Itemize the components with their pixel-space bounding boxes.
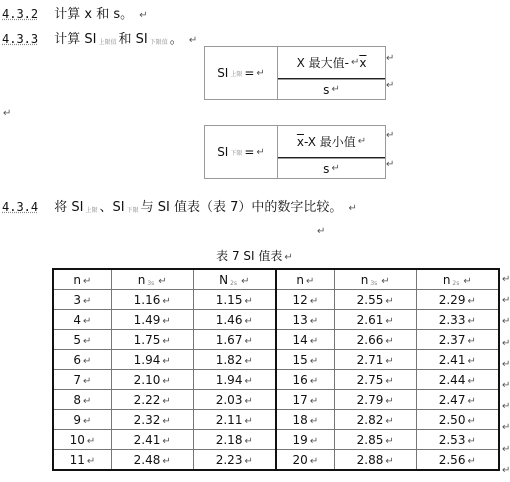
table-row — [53, 410, 499, 430]
section-number: 4.3.3 — [2, 32, 39, 46]
numerator-text: -X 最小值 — [303, 135, 356, 149]
subscript-lower-value: 下限值 — [149, 39, 168, 46]
paragraph-mark: ↵ — [331, 163, 340, 174]
table-cell: 4 ↵ — [53, 310, 111, 330]
paragraph-mark: ↵ — [502, 337, 510, 349]
paragraph-mark: ↵ — [502, 464, 510, 476]
paragraph-mark: ↵ — [502, 422, 510, 434]
table-row — [53, 430, 499, 450]
table-cell: 1.94 ↵ — [111, 350, 193, 370]
header-n2s: n 2s ↵ — [416, 269, 499, 290]
paragraph-mark: ↵ — [188, 35, 198, 46]
table-cell: 2.33 ↵ — [416, 310, 499, 330]
paragraph-mark: ↵ — [256, 67, 265, 79]
table-cell: 1.49 ↵ — [111, 310, 193, 330]
table-cell: 2.03 ↵ — [193, 390, 276, 410]
table-caption — [0, 247, 509, 264]
mean-symbol: $\overline{x}$ — [359, 55, 367, 70]
table-cell: 2.10 ↵ — [111, 370, 193, 390]
table-cell: 2.55 ↵ — [334, 290, 416, 310]
mean-symbol: $\overline{x}$ — [296, 134, 304, 149]
formula-lhs-subscript: 上限 — [230, 70, 243, 78]
paragraph-mark: ↵ — [502, 401, 510, 413]
section-4-3-3 — [2, 28, 197, 47]
formula-rhs — [278, 47, 385, 99]
section-text-part: 、SI — [99, 200, 125, 215]
paragraph-mark: ↵ — [502, 443, 510, 455]
table-row — [53, 310, 499, 330]
table-cell: 1.46 ↵ — [193, 310, 276, 330]
paragraph-mark: ↵ — [502, 380, 510, 391]
paragraph-mark: ↵ — [502, 295, 510, 307]
table-cell: 14 ↵ — [276, 330, 334, 350]
formula-lhs — [205, 47, 278, 99]
table-cell: 2.79 ↵ — [334, 390, 416, 410]
paragraph-mark: ↵ — [3, 108, 12, 119]
paragraph-mark: ↵ — [502, 274, 510, 285]
table-cell: 1.15 ↵ — [193, 290, 276, 310]
table-cell: 3 ↵ — [53, 290, 111, 310]
section-text-part: 。 — [169, 32, 183, 47]
table-cell: 2.75 ↵ — [334, 370, 416, 390]
formula-numerator — [278, 126, 385, 158]
table-cell: 9 ↵ — [53, 410, 111, 430]
paragraph-mark: ↵ — [284, 252, 293, 263]
table-cell: 11 ↵ — [53, 450, 111, 471]
table-cell: 2.61 ↵ — [334, 310, 416, 330]
table-cell: 2.23 ↵ — [193, 450, 276, 471]
section-text-part: 将 SI — [54, 200, 84, 215]
table-cell: 2.66 ↵ — [334, 330, 416, 350]
section-4-3-4 — [2, 196, 357, 215]
paragraph-mark: ↵ — [331, 84, 340, 95]
paragraph-mark: ↵ — [256, 146, 265, 158]
formula-denominator — [278, 158, 385, 178]
table-cell: 13 ↵ — [276, 310, 334, 330]
table-cell: 2.53 ↵ — [416, 430, 499, 450]
si-value-table — [52, 268, 500, 471]
section-number: 4.3.4 — [2, 200, 39, 214]
table-cell: 8 ↵ — [53, 390, 111, 410]
table-row — [53, 290, 499, 310]
formula-equals: = — [244, 145, 255, 159]
table-cell: 15 ↵ — [276, 350, 334, 370]
section-text-part: 与 SI 值表（表 7）中的数字比较。 — [140, 200, 343, 215]
formula-numerator — [278, 47, 385, 79]
table-cell: 2.82 ↵ — [334, 410, 416, 430]
formula-lhs-symbol: SI — [217, 145, 229, 159]
table-cell: 18 ↵ — [276, 410, 334, 430]
table-cell: 16 ↵ — [276, 370, 334, 390]
table-cell: 2.18 ↵ — [193, 430, 276, 450]
table-cell: 2.41 ↵ — [416, 350, 499, 370]
paragraph-mark: ↵ — [386, 80, 395, 91]
formula-lhs-subscript: 下限 — [230, 149, 243, 157]
formula-lhs-symbol: SI — [217, 66, 229, 80]
denominator-text: s — [323, 161, 330, 176]
header-N2s: N 2s ↵ — [193, 269, 276, 290]
table-cell: 2.41 ↵ — [111, 430, 193, 450]
table-cell: 1.75 ↵ — [111, 330, 193, 350]
table-cell: 1.67 ↵ — [193, 330, 276, 350]
table-cell: 19 ↵ — [276, 430, 334, 450]
table-cell: 2.50 ↵ — [416, 410, 499, 430]
table-cell: 1.82 ↵ — [193, 350, 276, 370]
formula-si-upper — [204, 46, 386, 100]
table-cell: 2.32 ↵ — [111, 410, 193, 430]
table-cell: 5 ↵ — [53, 330, 111, 350]
table-row — [53, 330, 499, 350]
table-cell: 2.29 ↵ — [416, 290, 499, 310]
paragraph-mark: ↵ — [139, 10, 148, 21]
section-number: 4.3.2 — [2, 7, 39, 21]
table-row — [53, 390, 499, 410]
table-cell: 20 ↵ — [276, 450, 334, 471]
table-row — [53, 450, 499, 471]
table-caption-text: 表 7 SI 值表 — [216, 249, 283, 263]
header-n: n ↵ — [276, 269, 334, 290]
table-cell: 2.85 ↵ — [334, 430, 416, 450]
header-n3s: n 3s ↵ — [111, 269, 193, 290]
table-cell: 1.94 ↵ — [193, 370, 276, 390]
section-4-3-2 — [2, 3, 148, 22]
formula-lhs — [205, 126, 278, 178]
table-row — [53, 370, 499, 390]
formula-equals: = — [244, 66, 255, 80]
table-cell: 6 ↵ — [53, 350, 111, 370]
paragraph-mark: ↵ — [386, 53, 395, 64]
table-cell: 10 ↵ — [53, 430, 111, 450]
table-cell: 1.16 ↵ — [111, 290, 193, 310]
table-cell: 12 ↵ — [276, 290, 334, 310]
table-header-row — [53, 269, 499, 290]
paragraph-mark: ↵ — [502, 358, 510, 370]
section-text-part: 和 SI — [118, 32, 148, 47]
table-cell: 2.22 ↵ — [111, 390, 193, 410]
paragraph-mark: ↵ — [350, 57, 360, 68]
formula-denominator — [278, 79, 385, 99]
subscript-upper: 上限 — [85, 207, 98, 214]
table-cell: 2.37 ↵ — [416, 330, 499, 350]
paragraph-mark: ↵ — [348, 203, 357, 214]
paragraph-mark: ↵ — [317, 226, 326, 237]
paragraph-mark: ↵ — [386, 130, 395, 141]
table-cell: 7 ↵ — [53, 370, 111, 390]
denominator-text: s — [323, 82, 330, 97]
header-n: n ↵ — [53, 269, 111, 290]
table-cell: 2.56 ↵ — [416, 450, 499, 471]
table-cell: 2.71 ↵ — [334, 350, 416, 370]
formula-rhs — [278, 126, 385, 178]
subscript-lower: 下限 — [126, 207, 139, 214]
table-cell: 2.48 ↵ — [111, 450, 193, 471]
table-cell: 17 ↵ — [276, 390, 334, 410]
table-cell: 2.11 ↵ — [193, 410, 276, 430]
numerator-text: X 最大值- — [296, 56, 349, 70]
table-cell: 2.47 ↵ — [416, 390, 499, 410]
paragraph-mark: ↵ — [357, 136, 367, 147]
paragraph-mark: ↵ — [386, 159, 395, 170]
table-row — [53, 350, 499, 370]
section-text: 计算 x 和 s。 — [54, 7, 134, 22]
table-cell: 2.88 ↵ — [334, 450, 416, 471]
subscript-upper-value: 上限值 — [98, 39, 117, 46]
paragraph-mark: ↵ — [502, 316, 510, 328]
section-text-part: 计算 SI — [54, 32, 97, 47]
table-cell: 2.44 ↵ — [416, 370, 499, 390]
header-n3s: n 3s ↵ — [334, 269, 416, 290]
formula-si-lower — [204, 125, 386, 179]
